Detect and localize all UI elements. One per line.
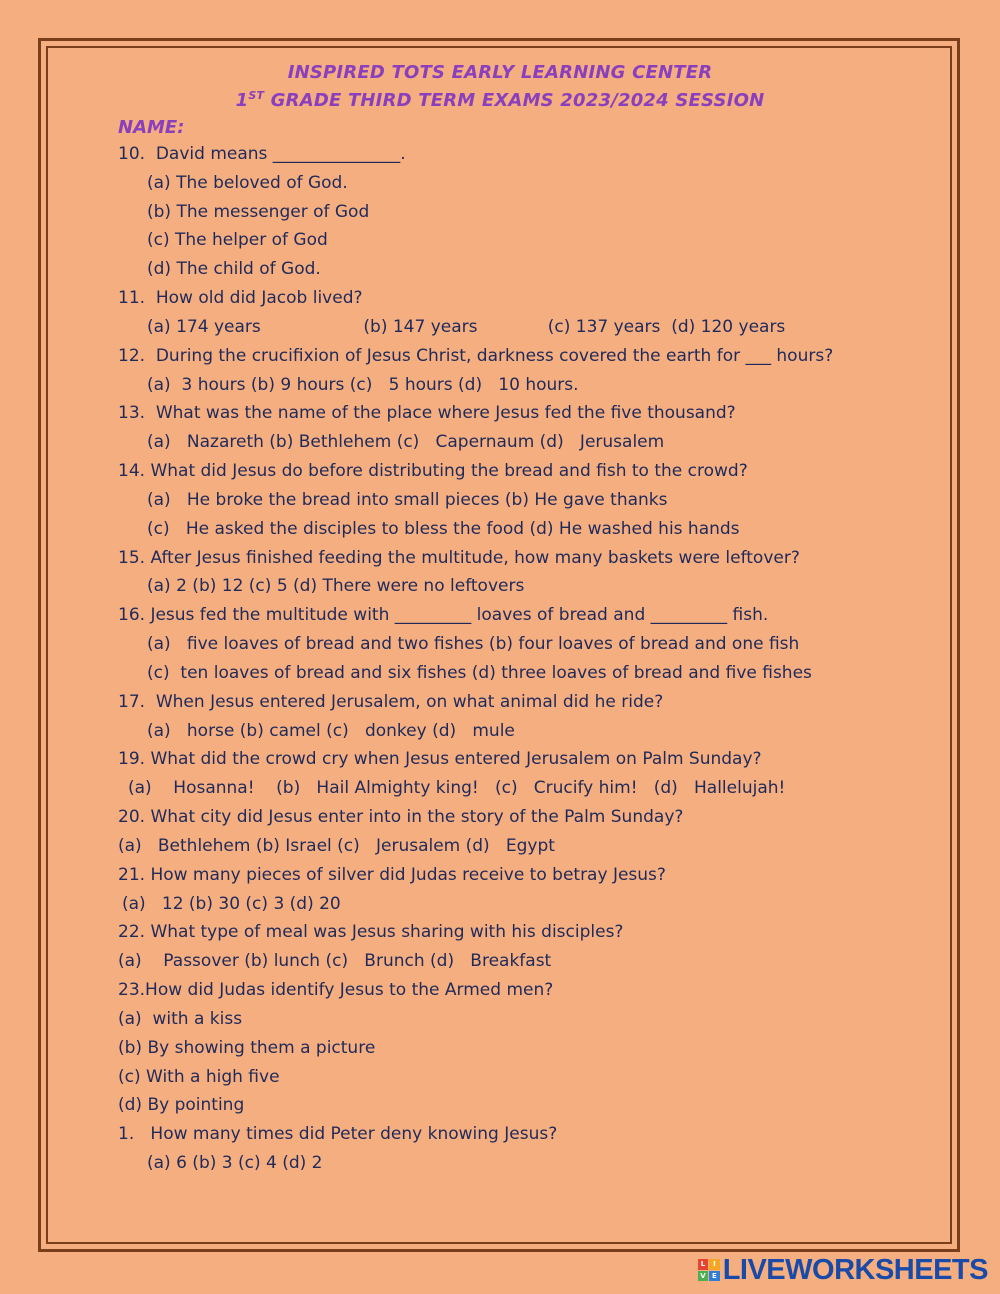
option-line: (a) horse (b) camel (c) donkey (d) mule xyxy=(147,721,515,741)
option-line: (b) By showing them a picture xyxy=(118,1038,376,1058)
option-line: (a) five loaves of bread and two fishes (b) four loaves of bread and one fish xyxy=(147,634,800,654)
exam-title xyxy=(0,89,1000,111)
question-23: 23.How did Judas identify Jesus to the Armed men? xyxy=(118,980,554,1000)
logo-letter: I xyxy=(709,1259,720,1270)
option-line: (a) Nazareth (b) Bethlehem (c) Capernaum (d) Jerusalem xyxy=(147,432,665,452)
logo-letter: V xyxy=(698,1271,709,1282)
school-title: INSPIRED TOTS EARLY LEARNING CENTER xyxy=(287,62,713,83)
option-line: (a) Bethlehem (b) Israel (c) Jerusalem (d) Egypt xyxy=(118,836,555,856)
question-14: 14. What did Jesus do before distributing the bread and fish to the crowd? xyxy=(118,461,748,481)
liveworksheets-text: LIVEWORKSHEETS xyxy=(722,1253,988,1286)
grade-number: 1 xyxy=(235,90,249,111)
grade-superscript: ST xyxy=(248,89,265,102)
logo-letter: L xyxy=(698,1259,709,1270)
option-line: (c) The helper of God xyxy=(147,230,328,250)
option-line: (a) Passover (b) lunch (c) Brunch (d) Breakfast xyxy=(118,951,552,971)
name-label: NAME: xyxy=(118,117,185,138)
liveworksheets-brand[interactable] xyxy=(698,1255,988,1285)
option-line: (a) 6 (b) 3 (c) 4 (d) 2 xyxy=(147,1153,323,1173)
question-peter: 1. How many times did Peter deny knowing Jesus? xyxy=(118,1124,558,1144)
question-19: 19. What did the crowd cry when Jesus entered Jerusalem on Palm Sunday? xyxy=(118,749,762,769)
option-line: (a) with a kiss xyxy=(118,1009,243,1029)
question-20: 20. What city did Jesus enter into in the story of the Palm Sunday? xyxy=(118,807,684,827)
question-16: 16. Jesus fed the multitude with _________ loaves of bread and _________ fish. xyxy=(118,605,769,625)
option-line: (d) The child of God. xyxy=(147,259,321,279)
option-line: (c) With a high five xyxy=(118,1067,280,1087)
logo-letter: E xyxy=(709,1271,720,1282)
question-12: 12. During the crucifixion of Jesus Christ, darkness covered the earth for ___ hours? xyxy=(118,346,834,366)
question-15: 15. After Jesus finished feeding the multitude, how many baskets were leftover? xyxy=(118,548,800,568)
question-17: 17. When Jesus entered Jerusalem, on what animal did he ride? xyxy=(118,692,664,712)
option-line: (c) ten loaves of bread and six fishes (d) three loaves of bread and five fishes xyxy=(147,663,812,683)
option-line: (d) By pointing xyxy=(118,1095,245,1115)
option-line: (a) Hosanna! (b) Hail Almighty king! (c) Crucify him! (d) Hallelujah! xyxy=(128,778,786,798)
option-line: (a) He broke the bread into small pieces (b) He gave thanks xyxy=(147,490,668,510)
question-22: 22. What type of meal was Jesus sharing with his disciples? xyxy=(118,922,624,942)
question-11: 11. How old did Jacob lived? xyxy=(118,288,363,308)
liveworksheets-logo-icon xyxy=(698,1259,720,1281)
option-line: (a) 2 (b) 12 (c) 5 (d) There were no leftovers xyxy=(147,576,525,596)
exam-title-text: GRADE THIRD TERM EXAMS 2023/2024 SESSION xyxy=(264,90,765,111)
option-line: (a) 174 years (b) 147 years (c) 137 years (d) 120 years xyxy=(147,317,786,337)
question-21: 21. How many pieces of silver did Judas receive to betray Jesus? xyxy=(118,865,666,885)
question-13: 13. What was the name of the place where Jesus fed the five thousand? xyxy=(118,403,736,423)
option-line: (a) 3 hours (b) 9 hours (c) 5 hours (d) 10 hours. xyxy=(147,375,579,395)
option-line: (a) The beloved of God. xyxy=(147,173,348,193)
question-10: 10. David means _______________. xyxy=(118,144,406,164)
option-line: (c) He asked the disciples to bless the food (d) He washed his hands xyxy=(147,519,740,539)
option-line: (a) 12 (b) 30 (c) 3 (d) 20 xyxy=(122,894,341,914)
option-line: (b) The messenger of God xyxy=(147,202,370,222)
